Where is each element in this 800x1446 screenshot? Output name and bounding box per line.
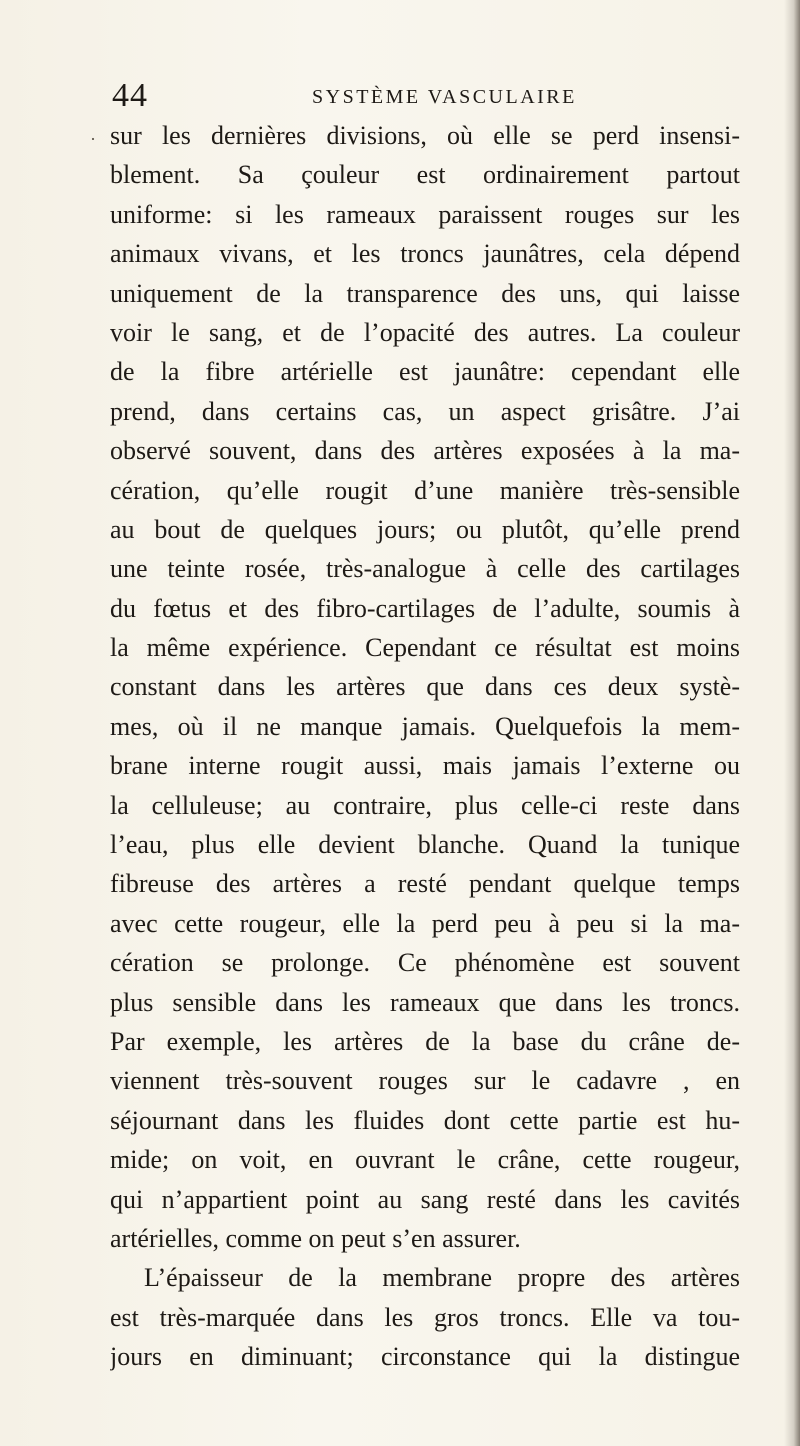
text-line: plus sensible dans les rameaux que dans les troncs. (110, 987, 740, 1017)
text-line: séjournant dans les fluides dont cette partie est hu- (110, 1105, 740, 1135)
text-line: brane interne rougit aussi, mais jamais l’externe ou (110, 751, 740, 781)
text-line: avec cette rougeur, elle la perd peu à peu si la ma- (110, 908, 740, 938)
text-line: jours en diminuant; circonstance qui la distingue (110, 1342, 740, 1372)
text-line: uniforme: si les rameaux paraissent rouges sur les (110, 199, 740, 229)
text-line: fibreuse des artères a resté pendant quelque temps (110, 869, 740, 899)
page-edge-shadow (784, 0, 800, 1446)
text-line: est très-marquée dans les gros troncs. Elle va tou- (110, 1302, 740, 1332)
text-line: mide; on voit, en ouvrant le crâne, cette rougeur, (110, 1145, 740, 1175)
running-title: SYSTÈME VASCULAIRE (312, 86, 577, 108)
text-line: L’épaisseur de la membrane propre des artères (144, 1263, 740, 1293)
text-line: l’eau, plus elle devient blanche. Quand la tunique (110, 830, 740, 860)
text-line: la même expérience. Cependant ce résultat est moins (110, 633, 740, 663)
text-line: artérielles, comme on peut s’en assurer. (110, 1223, 521, 1253)
text-line: voir le sang, et de l’opacité des autres. La couleur (110, 317, 740, 347)
text-line: observé souvent, dans des artères exposées à la ma- (110, 436, 740, 466)
text-line: uniquement de la transparence des uns, qui laisse (110, 278, 740, 308)
text-line: au bout de quelques jours; ou plutôt, qu’elle prend (110, 514, 740, 544)
text-line: animaux vivans, et les troncs jaunâtres, cela dépend (110, 239, 740, 269)
text-line: la celluleuse; au contraire, plus celle-ci reste dans (110, 790, 740, 820)
text-line: de la fibre artérielle est jaunâtre: cependant elle (110, 357, 740, 387)
page-number: 44 (112, 77, 148, 114)
text-line: blement. Sa çouleur est ordinairement partout (110, 160, 740, 190)
text-line: du fœtus et des fibro-cartilages de l’adulte, soumis à (110, 593, 740, 623)
text-line: qui n’appartient point au sang resté dans les cavités (110, 1184, 740, 1214)
text-line: sur les dernières divisions, où elle se perd insensi- (110, 121, 740, 150)
text-line: mes, où il ne manque jamais. Quelquefois la mem- (110, 711, 740, 741)
text-line: constant dans les artères que dans ces deux systè- (110, 672, 740, 702)
body-text (110, 116, 740, 1377)
text-line: cération se prolonge. Ce phénomène est souvent (110, 948, 740, 978)
text-line: cération, qu’elle rougit d’une manière très-sensible (110, 475, 740, 505)
text-line: une teinte rosée, très-analogue à celle des cartilages (110, 554, 740, 584)
margin-mark: · (90, 129, 96, 149)
text-line: viennent très-souvent rouges sur le cadavre , en (110, 1066, 740, 1096)
text-line: Par exemple, les artères de la base du crâne de- (110, 1026, 740, 1056)
running-header (112, 76, 692, 116)
text-line: prend, dans certains cas, un aspect grisâtre. J’ai (110, 396, 740, 426)
